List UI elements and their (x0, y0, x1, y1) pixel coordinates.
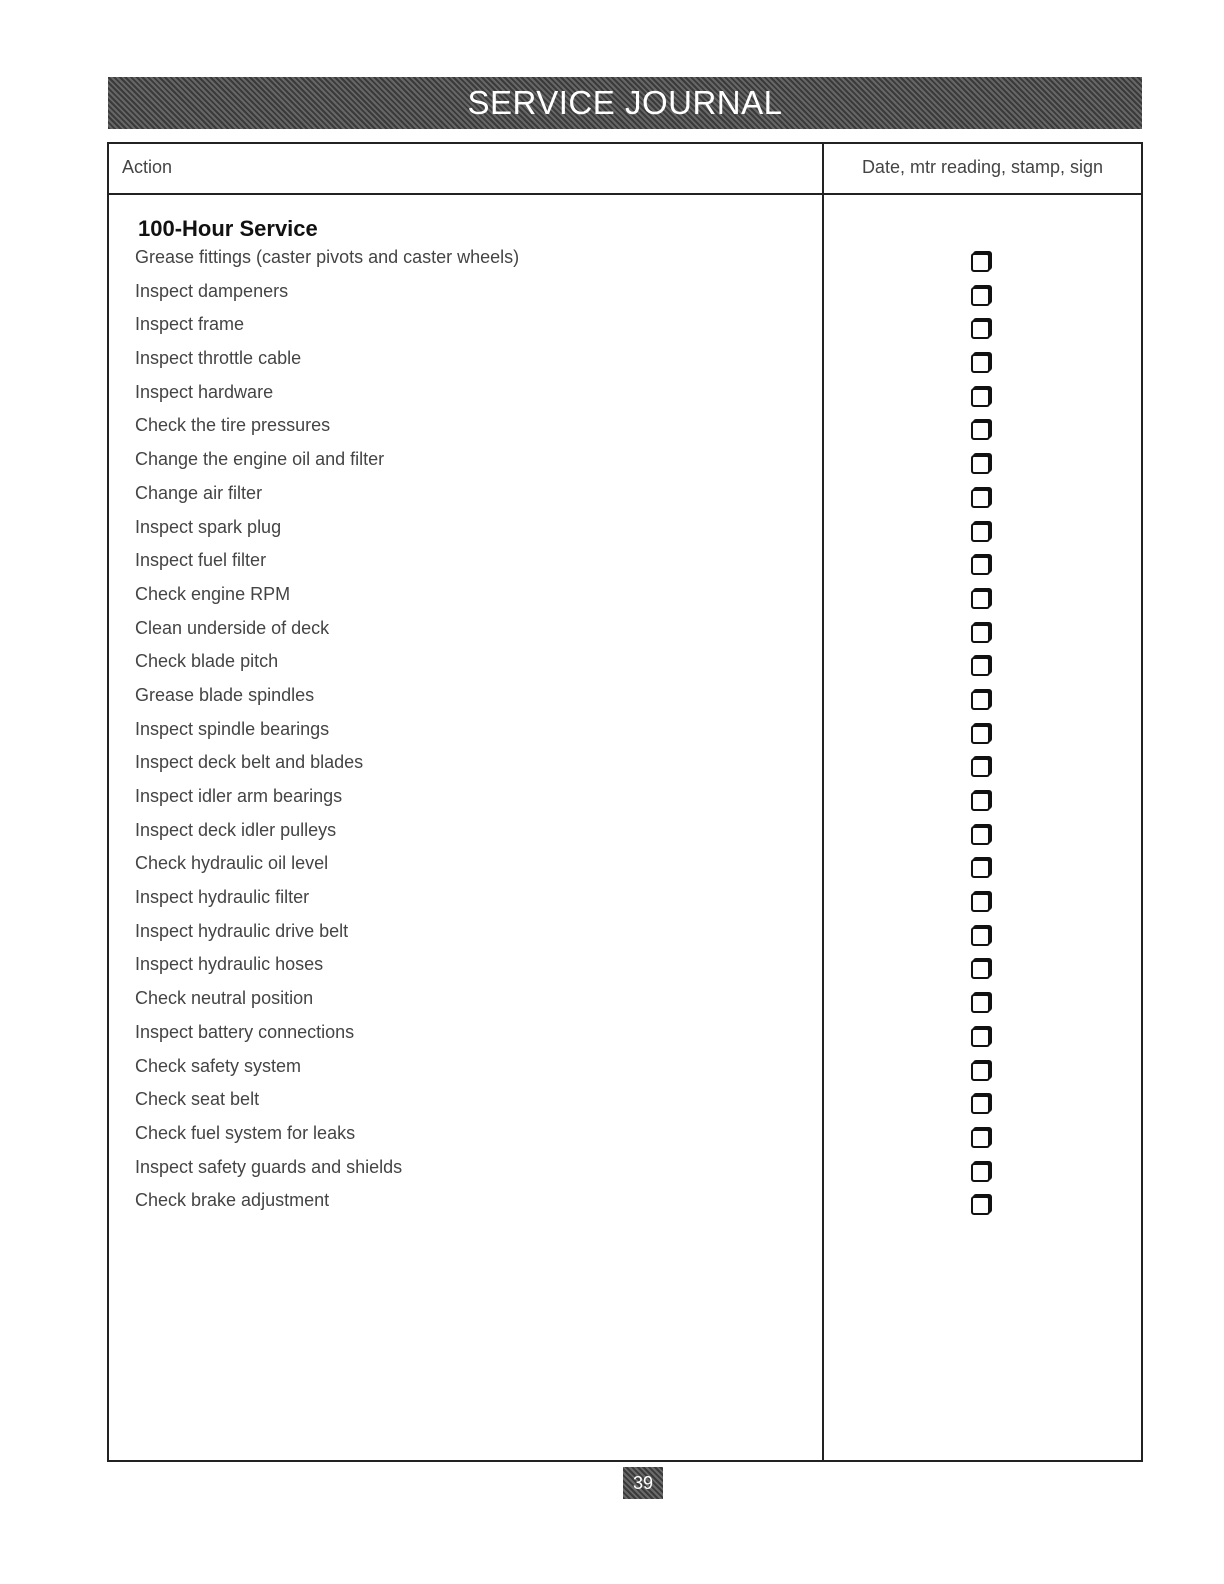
service-item: Inspect hydraulic drive belt (135, 920, 349, 941)
service-item: Inspect hydraulic filter (135, 887, 310, 908)
checkbox-icon[interactable] (971, 994, 990, 1013)
checkbox-row (971, 725, 990, 759)
checkbox-icon[interactable] (971, 556, 990, 575)
checkbox-icon[interactable] (971, 826, 990, 845)
service-item: Inspect deck idler pulleys (135, 819, 337, 840)
checkbox-icon[interactable] (971, 489, 990, 508)
service-item: Inspect fuel filter (135, 550, 267, 571)
checkbox-icon[interactable] (971, 758, 990, 777)
service-item: Change the engine oil and filter (135, 449, 385, 470)
service-item: Check seat belt (135, 1089, 260, 1110)
page-title: SERVICE JOURNAL (467, 84, 783, 121)
header-divider (109, 193, 1141, 195)
page-number: 39 (623, 1467, 663, 1499)
checkbox-row (971, 388, 990, 422)
service-item: Check neutral position (135, 988, 314, 1009)
date-column-header: Date, mtr reading, stamp, sign (861, 157, 1104, 177)
service-item: Inspect dampeners (135, 280, 289, 301)
checkbox-row (971, 253, 990, 287)
checkbox-row (971, 1163, 990, 1197)
checkbox-icon[interactable] (971, 927, 990, 946)
service-item: Inspect frame (135, 314, 245, 335)
checkbox-row (971, 523, 990, 557)
checkbox-row (971, 624, 990, 658)
service-item: Inspect spark plug (135, 516, 282, 537)
checkbox-icon[interactable] (971, 320, 990, 339)
checkbox-icon[interactable] (971, 287, 990, 306)
checkbox-icon[interactable] (971, 253, 990, 272)
checkbox-row (971, 657, 990, 691)
service-item: Inspect spindle bearings (135, 718, 330, 739)
checkbox-icon[interactable] (971, 893, 990, 912)
action-column-header: Action (122, 157, 173, 177)
section-title: 100-Hour Service (138, 216, 318, 241)
service-item: Inspect safety guards and shields (135, 1156, 403, 1177)
service-item: Grease blade spindles (135, 684, 315, 705)
title-banner (108, 77, 1142, 129)
checkbox-row (971, 1129, 990, 1163)
checkbox-row (971, 455, 990, 489)
checkbox-icon[interactable] (971, 421, 990, 440)
checkbox-icon[interactable] (971, 657, 990, 676)
service-item: Check blade pitch (135, 651, 279, 672)
checkbox-icon[interactable] (971, 388, 990, 407)
service-item: Clean underside of deck (135, 617, 330, 638)
checkbox-row (971, 994, 990, 1028)
column-divider (822, 144, 824, 1460)
checkbox-icon[interactable] (971, 523, 990, 542)
checkbox-icon[interactable] (971, 624, 990, 643)
checkbox-row (971, 1095, 990, 1129)
service-item: Check engine RPM (135, 583, 291, 604)
checkbox-row (971, 859, 990, 893)
checkbox-icon[interactable] (971, 1163, 990, 1182)
checkbox-row (971, 792, 990, 826)
checkbox-row (971, 758, 990, 792)
checkbox-list (971, 253, 990, 1230)
checkbox-row (971, 1028, 990, 1062)
checkbox-row (971, 489, 990, 523)
checkbox-row (971, 893, 990, 927)
checkbox-icon[interactable] (971, 354, 990, 373)
checkbox-icon[interactable] (971, 859, 990, 878)
checkbox-row (971, 691, 990, 725)
service-item: Inspect hardware (135, 381, 274, 402)
checkbox-icon[interactable] (971, 792, 990, 811)
checkbox-row (971, 1196, 990, 1230)
checkbox-icon[interactable] (971, 691, 990, 710)
service-item-list (135, 246, 519, 1223)
checkbox-row (971, 320, 990, 354)
checkbox-row (971, 556, 990, 590)
service-item: Change air filter (135, 482, 263, 503)
checkbox-icon[interactable] (971, 590, 990, 609)
service-item: Check safety system (135, 1055, 302, 1076)
checkbox-row (971, 927, 990, 961)
checkbox-row (971, 590, 990, 624)
checkbox-icon[interactable] (971, 725, 990, 744)
service-journal-table (107, 142, 1143, 1462)
service-item: Inspect throttle cable (135, 348, 302, 369)
service-item: Inspect battery connections (135, 1021, 355, 1042)
checkbox-row (971, 287, 990, 321)
checkbox-row (971, 826, 990, 860)
service-item: Inspect idler arm bearings (135, 786, 343, 806)
checkbox-icon[interactable] (971, 960, 990, 979)
service-item: Inspect hydraulic hoses (135, 954, 324, 975)
service-item: Check fuel system for leaks (135, 1122, 356, 1143)
checkbox-icon[interactable] (971, 1095, 990, 1114)
checkbox-icon[interactable] (971, 1028, 990, 1047)
checkbox-row (971, 960, 990, 994)
checkbox-icon[interactable] (971, 1062, 990, 1081)
service-item: Inspect deck belt and blades (135, 752, 364, 773)
checkbox-row (971, 1062, 990, 1096)
service-item: Check the tire pressures (135, 415, 331, 436)
service-item: Grease fittings (caster pivots and caster wheels) (135, 247, 520, 267)
service-item: Check brake adjustment (135, 1190, 330, 1211)
checkbox-icon[interactable] (971, 455, 990, 474)
checkbox-icon[interactable] (971, 1196, 990, 1215)
checkbox-row (971, 354, 990, 388)
checkbox-row (971, 421, 990, 455)
checkbox-icon[interactable] (971, 1129, 990, 1148)
service-item: Check hydraulic oil level (135, 853, 329, 874)
